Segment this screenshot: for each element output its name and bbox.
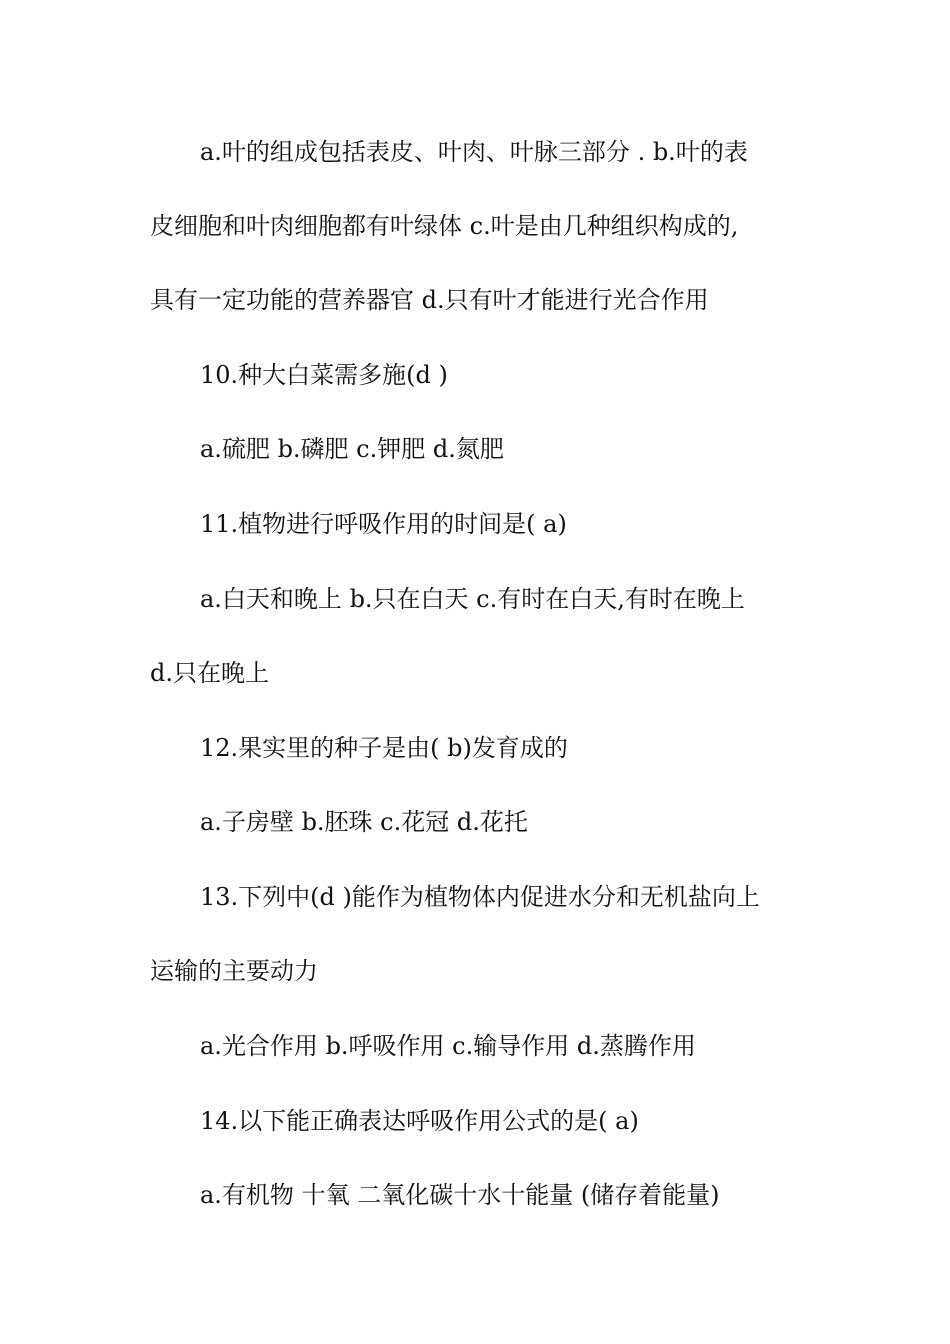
question-13-2: 运输的主要动力 (150, 957, 318, 985)
text-line-q9-options-3: 具有一定功能的营养器官 d.只有叶才能进行光合作用 (150, 286, 709, 314)
question-10-options: a.硫肥 b.磷肥 c.钾肥 d.氮肥 (200, 435, 504, 463)
question-14: 14.以下能正确表达呼吸作用公式的是( a) (200, 1107, 639, 1135)
question-12-options: a.子房壁 b.胚珠 c.花冠 d.花托 (200, 808, 528, 836)
question-14-option-a: a.有机物 十氧 二氧化碳十水十能量 (储存着能量) (200, 1181, 720, 1209)
question-11-options-1: a.白天和晚上 b.只在白天 c.有时在白天,有时在晚上 (200, 585, 745, 613)
question-10: 10.种大白菜需多施(d ) (200, 361, 448, 389)
text-line-q9-options-2: 皮细胞和叶肉细胞都有叶绿体 c.叶是由几种组织构成的, (150, 212, 739, 240)
question-11-options-2: d.只在晚上 (150, 659, 269, 687)
text-line-q9-options-1: a.叶的组成包括表皮、叶肉、叶脉三部分 . b.叶的表 (200, 138, 748, 166)
question-13-options: a.光合作用 b.呼吸作用 c.输导作用 d.蒸腾作用 (200, 1032, 696, 1060)
question-11: 11.植物进行呼吸作用的时间是( a) (200, 510, 567, 538)
question-12: 12.果实里的种子是由( b)发育成的 (200, 734, 568, 762)
question-13-1: 13.下列中(d )能作为植物体内促进水分和无机盐向上 (200, 883, 760, 911)
